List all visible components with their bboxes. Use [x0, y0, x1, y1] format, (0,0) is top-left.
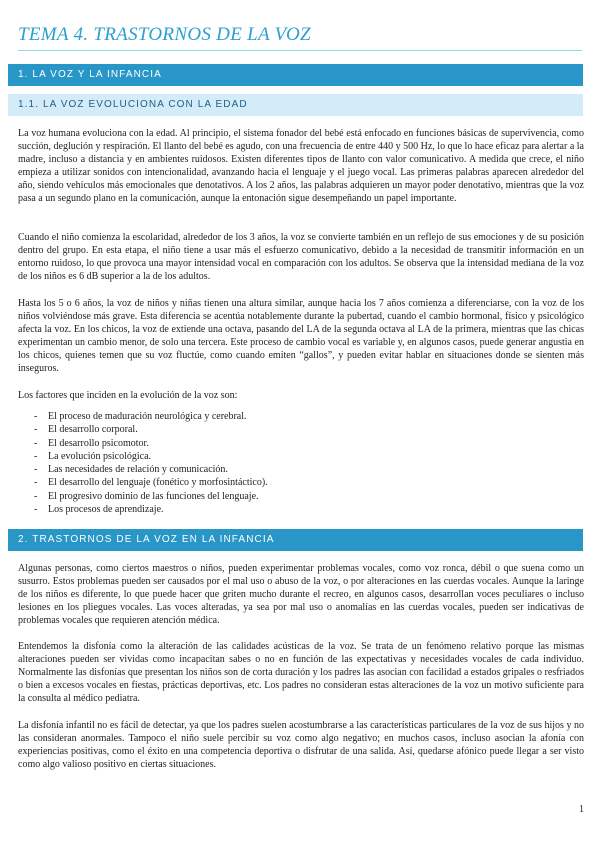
section-heading-2: 2. TRASTORNOS DE LA VOZ EN LA INFANCIA: [8, 529, 583, 551]
page-number: 1: [579, 804, 584, 815]
bullet-dash: -: [34, 411, 38, 422]
list-item: - El proceso de maduración neurológica y cerebral.: [34, 411, 247, 422]
list-item: - El desarrollo del lenguaje (fonético y morfosintáctico).: [34, 477, 268, 489]
subsection-heading-1-1: 1.1. LA VOZ EVOLUCIONA CON LA EDAD: [8, 94, 583, 116]
bullet-dash: -: [34, 477, 38, 489]
bullet-dash: -: [34, 464, 38, 476]
paragraph: La voz humana evoluciona con la edad. Al principio, el sistema fonador del bebé está enfocado en funciones básicas de supervivencia, como succión, deglución y respiración. El llanto del bebé es agudo, con una frecuencia de entre 440 y 500 Hz, lo que lo hace eficaz para alertar a la madre, incluso a distancia y en ambientes ruidosos. Existen diferentes tipos de llanto con valor comunicativo. A medida que crece, el niño empieza a utilizar sonidos con intencionalidad, avanzando hacia el lenguaje y el juego vocal. Las primeras palabras aparecen alrededor del año, siendo vehículos más emocionales que denotativos. A los 2 años, las palabras adquieren un mayor poder denotativo, mientras que la voz pasa a un segundo plano en la comunicación, aunque la entonación sigue desempeñando un papel importante.: [18, 128, 584, 204]
document-title: TEMA 4. TRASTORNOS DE LA VOZ: [18, 24, 582, 51]
list-item: - El desarrollo psicomotor.: [34, 437, 149, 449]
bullet-dash: -: [34, 450, 38, 462]
paragraph: Cuando el niño comienza la escolaridad, alrededor de los 3 años, la voz se convierte también en un reflejo de sus emociones y de su posición dentro del grupo. En esta etapa, el niño tiene a usar más el esfuerzo comunicativo, debido a la necesidad de transmitir información en un entorno ruidoso, lo que provoca una mayor intensidad vocal en comparación con los adultos. Se observa que la intensidad mediana de la voz de los niños es 6 dB superior a la de los adultos.: [18, 232, 584, 282]
paragraph: La disfonía infantil no es fácil de detectar, ya que los padres suelen acostumbrarse a las características particulares de la voz de sus hijos y no las consideran anormales. Tampoco el niño suele percibir su voz como algo negativo; en muchos casos, incluso asocian la afonía con experiencias positivas, como el éxito en una competencia deportiva o disfrutar de una salida. Así, quedarse afónico puede llegar a ser visto como algo valioso positivo en ciertas situaciones.: [18, 720, 584, 770]
bullet-dash: -: [34, 504, 38, 516]
bullet-dash: -: [34, 490, 38, 502]
list-item: - El desarrollo corporal.: [34, 424, 138, 436]
list-item: - Los procesos de aprendizaje.: [34, 504, 164, 516]
paragraph: Algunas personas, como ciertos maestros o niños, pueden experimentar problemas vocales, como voz ronca, débil o que suena como un susurro. Estos problemas pueden ser causados por el mal uso o abuso de la voz, o por alteraciones en las cuerdas vocales. Aunque la laringe de los niños es diferente, lo que puede hacer que griten mucho durante el recreo, en algunos casos, desarrollan voces peculiares o incluso lesiones en los pliegues vocales. Las voces alteradas, ya sea por mal uso o anomalías en las cuerdas vocales, pueden ser indicativas de problemas vocales que requieren atención médica.: [18, 563, 584, 626]
paragraph: Entendemos la disfonía como la alteración de las calidades acústicas de la voz. Se trata de un fenómeno relativo porque las mismas alteraciones pueden ser vividas como incapacitan sabes o no en función de las expectativas y necesidades vocales de cada individuo. Normalmente las disfonías que presentan los niños son de corta duración y los padres las asocian con facilidad a estados gripales o resfriados o bien a excesos vocales en fiestas, prácticas deportivas, etc. Los padres no consideran estas alteraciones de la voz un motivo suficiente para la consulta al médico pediatra.: [18, 641, 584, 704]
list-item: - La evolución psicológica.: [34, 450, 152, 462]
section-heading-1: 1. LA VOZ Y LA INFANCIA: [8, 64, 583, 86]
factors-list: [34, 410, 268, 516]
list-item: - Las necesidades de relación y comunicación.: [34, 464, 228, 476]
list-item: - El progresivo dominio de las funciones del lenguaje.: [34, 490, 259, 502]
bullet-dash: -: [34, 437, 38, 449]
paragraph: Los factores que inciden en la evolución de la voz son:: [18, 390, 238, 401]
bullet-dash: -: [34, 424, 38, 436]
paragraph: Hasta los 5 o 6 años, la voz de niños y niñas tienen una altura similar, aunque hacia los 7 años comienza a diferenciarse, con la voz de los niños volviéndose más grave. Esta diferencia se acentúa notablemente durante la pubertad, cuando el cambio hormonal, físico y psicológico afecta la voz. En los chicos, la voz de extiende una octava, pasando del LA de la segunda octava al LA de la primera, mientras que las chicas experimentan un cambio menor, de solo una tercera. Este proceso de cambio vocal es variable y, en algunos casos, puede generar angustia en los chicos, quienes temen que su voz fluctúe, como cuando emiten “gallos”, y pueden evitar hablar en situaciones donde se sienten más inseguros.: [18, 298, 584, 374]
